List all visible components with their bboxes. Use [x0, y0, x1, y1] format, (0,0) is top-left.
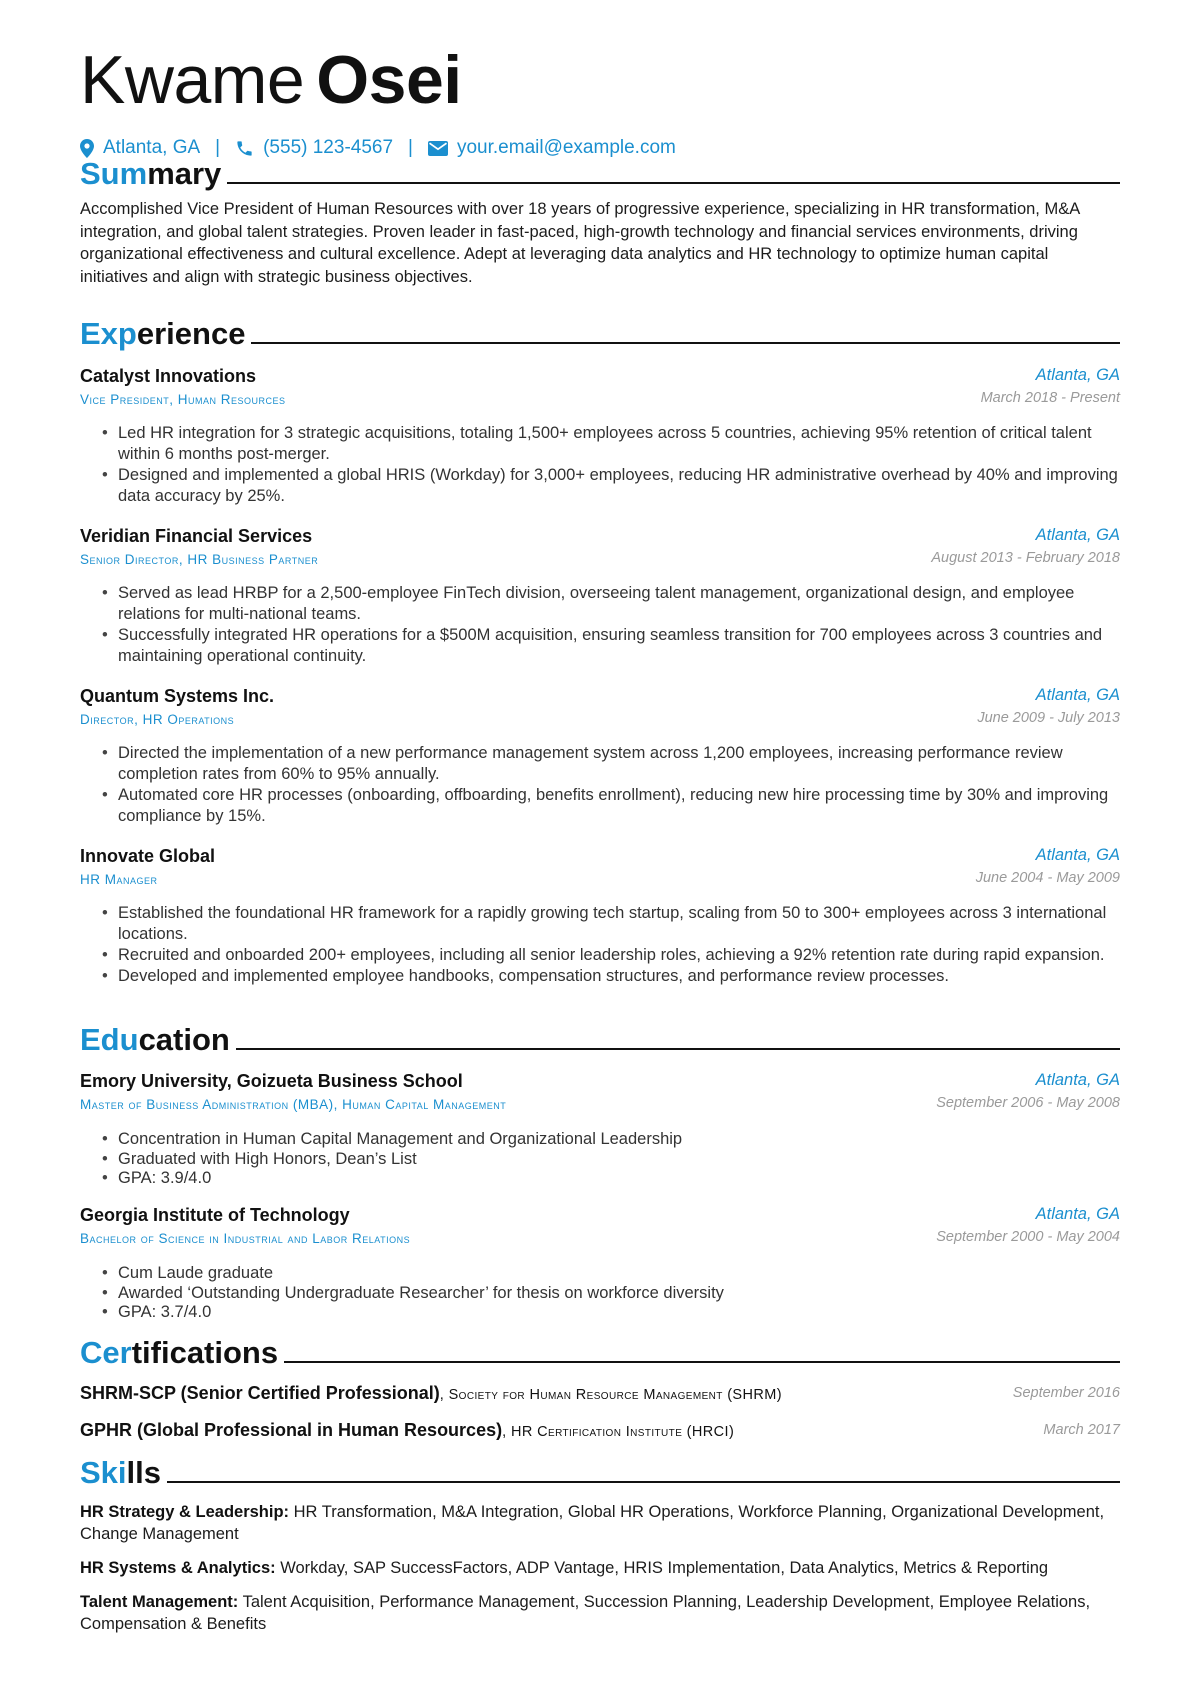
- certification-entry: [80, 1420, 1120, 1446]
- contact-separator: |: [215, 137, 221, 158]
- job-bullets: [102, 583, 1120, 667]
- section-title: Experience: [80, 316, 246, 351]
- certification-issuer: , HR Certification Institute (HRCI): [502, 1424, 735, 1440]
- certification-name: SHRM-SCP (Senior Certified Professional), Society for Human Resource Management (SHRM): [80, 1383, 782, 1403]
- degree: Master of Business Administration (MBA), Human Capital Management: [80, 1097, 507, 1112]
- phone-icon: [235, 139, 254, 158]
- bullet-item: • Cum Laude graduate: [102, 1264, 1120, 1284]
- school-name: Emory University, Goizueta Business School: [80, 1071, 463, 1091]
- location-text: Atlanta, GA: [103, 137, 201, 158]
- summary-heading: [80, 156, 1120, 192]
- email-link: your.email@example.com: [456, 137, 676, 158]
- bullet-item: • Designed and implemented a global HRIS (Workday) for 3,000+ employees, reducing HR administrative overhead by 40% and improving data accuracy by 25%.: [102, 465, 1120, 507]
- bullet-item: • Developed and implemented employee handbooks, compensation structures, and performance review processes.: [102, 966, 1120, 987]
- bullet-item: • Awarded ‘Outstanding Undergraduate Researcher’ for thesis on workforce diversity: [102, 1284, 1120, 1304]
- contact-separator: |: [408, 137, 413, 158]
- degree: Bachelor of Science in Industrial and Labor Relations: [80, 1231, 411, 1246]
- section-rule: [227, 182, 1120, 184]
- skill-line: [80, 1557, 1120, 1579]
- school-location: Atlanta, GA: [1035, 1205, 1120, 1223]
- certification-entry: [80, 1383, 1120, 1409]
- section-rule: [251, 342, 1120, 344]
- section-title: Certifications: [80, 1335, 279, 1370]
- summary-text: Accomplished Vice President of Human Resources with over 18 years of progressive experience, specializing in HR transformation, M&A integration, and global talent strategies. Proven leader in fast-paced, high-growth technology and financial services environments, driving organizational effectiveness and cultural excellence. Adept at leveraging data analytics and HR technology to optimize human capital initiatives and align with strategic business objectives.: [80, 200, 1080, 286]
- bullet-item: • Automated core HR processes (onboarding, offboarding, benefits enrollment), reducing new hire processing time by 30% and improving compliance by 15%.: [102, 785, 1120, 827]
- skill-category: HR Systems & Analytics:: [80, 1559, 276, 1577]
- job-location: Atlanta, GA: [1035, 526, 1120, 544]
- bullet-item: • Concentration in Human Capital Management and Organizational Leadership: [102, 1130, 1120, 1150]
- skill-line: [80, 1591, 1120, 1635]
- education-bullets: [102, 1130, 1120, 1189]
- education-bullets: [102, 1264, 1120, 1323]
- bullet-item: • Successfully integrated HR operations for a $500M acquisition, ensuring seamless transition for 700 employees across 3 countries and maintaining operational continuity.: [102, 625, 1120, 667]
- certification-date: March 2017: [1043, 1422, 1120, 1438]
- job-dates: August 2013 - February 2018: [931, 550, 1120, 566]
- section-title: Skills: [80, 1455, 161, 1490]
- skill-line: [80, 1501, 1120, 1545]
- job-bullets: [102, 743, 1120, 827]
- certifications-heading: [80, 1335, 1120, 1371]
- job-dates: June 2004 - May 2009: [975, 870, 1120, 886]
- company-name: Catalyst Innovations: [80, 366, 257, 386]
- section-title: Education: [80, 1022, 230, 1057]
- bullet-item: • Graduated with High Honors, Dean’s List: [102, 1150, 1120, 1170]
- skill-category: Talent Management:: [80, 1593, 239, 1611]
- company-name: Veridian Financial Services: [80, 526, 313, 546]
- experience-heading: [80, 316, 1120, 352]
- school-dates: September 2000 - May 2004: [936, 1229, 1120, 1245]
- skill-values: Talent Acquisition, Performance Management, Succession Planning, Leadership Development, Employee Relations, Compensation & Benefits: [80, 1593, 1091, 1633]
- map-pin-icon: [80, 139, 94, 158]
- section-title: Summary: [80, 156, 222, 191]
- envelope-icon: [428, 141, 448, 156]
- bullet-item: • Established the foundational HR framework for a rapidly growing tech startup, scaling from 50 to 300+ employees across 3 international locations.: [102, 903, 1120, 945]
- certification-date: September 2016: [1012, 1385, 1120, 1401]
- school-name: Georgia Institute of Technology: [80, 1205, 350, 1225]
- certification-name: GPHR (Global Professional in Human Resources), HR Certification Institute (HRCI): [80, 1420, 735, 1440]
- job-location: Atlanta, GA: [1035, 366, 1120, 384]
- job-location: Atlanta, GA: [1035, 686, 1120, 704]
- last-name: Osei: [316, 42, 462, 118]
- job-bullets: [102, 903, 1120, 987]
- certification-issuer: , Society for Human Resource Management (SHRM): [439, 1387, 782, 1403]
- bullet-item: • Served as lead HRBP for a 2,500-employee FinTech division, overseeing talent management, organizational design, and employee relations for multi-national teams.: [102, 583, 1120, 625]
- job-title: HR Manager: [80, 872, 158, 887]
- bullet-item: • Recruited and onboarded 200+ employees, including all senior leadership roles, achieving a 92% retention rate during rapid expansion.: [102, 945, 1120, 966]
- school-location: Atlanta, GA: [1035, 1071, 1120, 1089]
- skill-values: HR Transformation, M&A Integration, Global HR Operations, Workforce Planning, Organizational Development, Change Management: [80, 1503, 1105, 1543]
- skill-category: HR Strategy & Leadership:: [80, 1503, 290, 1521]
- section-rule: [284, 1361, 1120, 1363]
- education-heading: [80, 1022, 1120, 1058]
- candidate-name: [80, 40, 462, 120]
- phone-text: (555) 123-4567: [263, 137, 394, 158]
- job-dates: June 2009 - July 2013: [977, 710, 1120, 726]
- bullet-item: • GPA: 3.7/4.0: [102, 1303, 1120, 1323]
- skills-heading: [80, 1455, 1120, 1491]
- first-name: Kwame: [80, 42, 305, 118]
- job-title: Vice President, Human Resources: [80, 392, 286, 407]
- bullet-item: • Directed the implementation of a new performance management system across 1,200 employees, increasing performance review completion rates from 60% to 95% annually.: [102, 743, 1120, 785]
- company-name: Innovate Global: [80, 846, 216, 866]
- job-title: Senior Director, HR Business Partner: [80, 552, 319, 567]
- bullet-item: • GPA: 3.9/4.0: [102, 1169, 1120, 1189]
- job-bullets: [102, 423, 1120, 507]
- job-location: Atlanta, GA: [1035, 846, 1120, 864]
- section-rule: [236, 1048, 1120, 1050]
- school-dates: September 2006 - May 2008: [936, 1095, 1120, 1111]
- bullet-item: • Led HR integration for 3 strategic acquisitions, totaling 1,500+ employees across 5 countries, achieving 95% retention of critical talent within 6 months post-merger.: [102, 423, 1120, 465]
- job-title: Director, HR Operations: [80, 712, 235, 727]
- section-rule: [167, 1481, 1120, 1483]
- job-dates: March 2018 - Present: [980, 390, 1120, 406]
- company-name: Quantum Systems Inc.: [80, 686, 275, 706]
- skill-values: Workday, SAP SuccessFactors, ADP Vantage, HRIS Implementation, Data Analytics, Metrics & Reporting: [275, 1559, 1049, 1577]
